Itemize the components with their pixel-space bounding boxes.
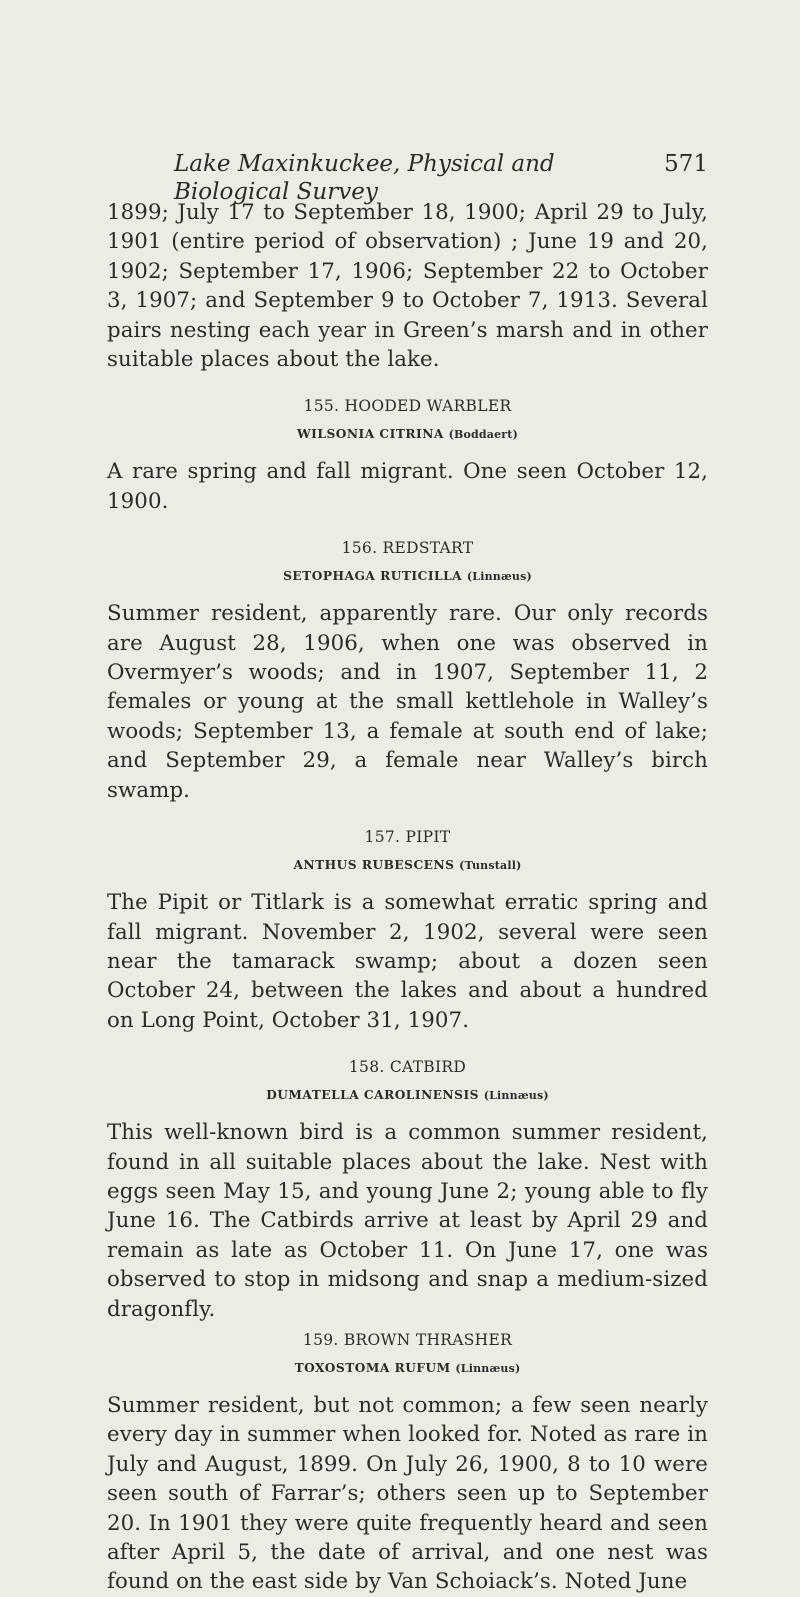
scientific-author: (Linnæus) — [455, 1361, 521, 1375]
entry-158 — [107, 1057, 708, 1324]
entry-scientific-name — [107, 1360, 708, 1377]
running-title: Lake Maxinkuckee, Physical and Biological Survey — [174, 151, 555, 205]
entry-157 — [107, 827, 708, 1035]
entry-text: The Pipit or Titlark is a somewhat erratic spring and fall migrant. November 2, 1902, several were seen near the tamarack swamp; about a dozen seen October 24, between the lakes and about a hundred on Long Point, October 31, 1907. — [107, 890, 708, 1033]
entry-title: 155. HOODED WARBLER — [303, 397, 512, 416]
entry-text: This well-known bird is a common summer resident, found in all suitable places about the lake. Nest with eggs seen May 15, and young June 2; young able to fly June 16. The Catbirds arrive at least by April 29 and remain as late as October 11. On June 17, one was observed to stop in midsong and snap a medium-sized dragonfly. — [107, 1120, 708, 1322]
entry-text: Summer resident, but not common; a few seen nearly every day in summer when looked for. Noted as rare in July and August, 1899. On July 26, 1900, 8 to 10 were seen south of Farrar’s; others seen up to September 20. In 1901 they were quite frequently heard and seen after April 5, the date of arrival, and one nest was found on the east side by Van Schoiack’s. Noted June — [107, 1392, 708, 1595]
page-body — [107, 198, 708, 1597]
entry-159 — [107, 1330, 708, 1597]
intro-paragraph: 1899; July 17 to September 18, 1900; April 29 to July, 1901 (entire period of observation) ; June 19 and 20, 1902; September 17, 1906; September 22 to October 3, 1907; and September 9 to October 7, 1913. Several pairs nesting each year in Green’s marsh and in other suitable places about the lake. — [107, 200, 708, 373]
scientific-author: (Linnæus) — [466, 570, 532, 584]
entry-156 — [107, 538, 708, 805]
entry-text: Summer resident, apparently rare. Our only records are August 28, 1906, when one was observed in Overmyer’s woods; and in 1907, September 11, 2 females or young at the small kettlehole in Walley’s woods; September 13, a female at south end of lake; and September 29, a female near Walley’s birch swamp. — [107, 601, 708, 803]
entry-title: 157. PIPIT — [364, 828, 451, 847]
entry-155 — [107, 396, 708, 516]
scientific-author: (Linnæus) — [483, 1089, 549, 1103]
page-number: 571 — [664, 151, 708, 177]
scientific-name: WILSONIA CITRINA — [297, 427, 444, 442]
entry-scientific-name — [107, 426, 708, 443]
scientific-name: ANTHUS RUBESCENS — [293, 858, 455, 873]
entry-title: 156. REDSTART — [341, 539, 474, 558]
scientific-name: DUMATELLA CAROLINENSIS — [266, 1088, 479, 1103]
scientific-author: (Boddaert) — [448, 428, 518, 442]
entry-title: 159. BROWN THRASHER — [302, 1330, 513, 1349]
entry-text: A rare spring and fall migrant. One seen October 12, 1900. — [107, 459, 708, 514]
entry-scientific-name — [107, 568, 708, 585]
entry-title: 158. CATBIRD — [348, 1058, 467, 1077]
scientific-author: (Tunstall) — [459, 859, 522, 873]
entry-scientific-name — [107, 1087, 708, 1104]
scientific-name: TOXOSTOMA RUFUM — [294, 1360, 451, 1375]
scientific-name: SETOPHAGA RUTICILLA — [283, 569, 463, 584]
entry-scientific-name — [107, 857, 708, 874]
